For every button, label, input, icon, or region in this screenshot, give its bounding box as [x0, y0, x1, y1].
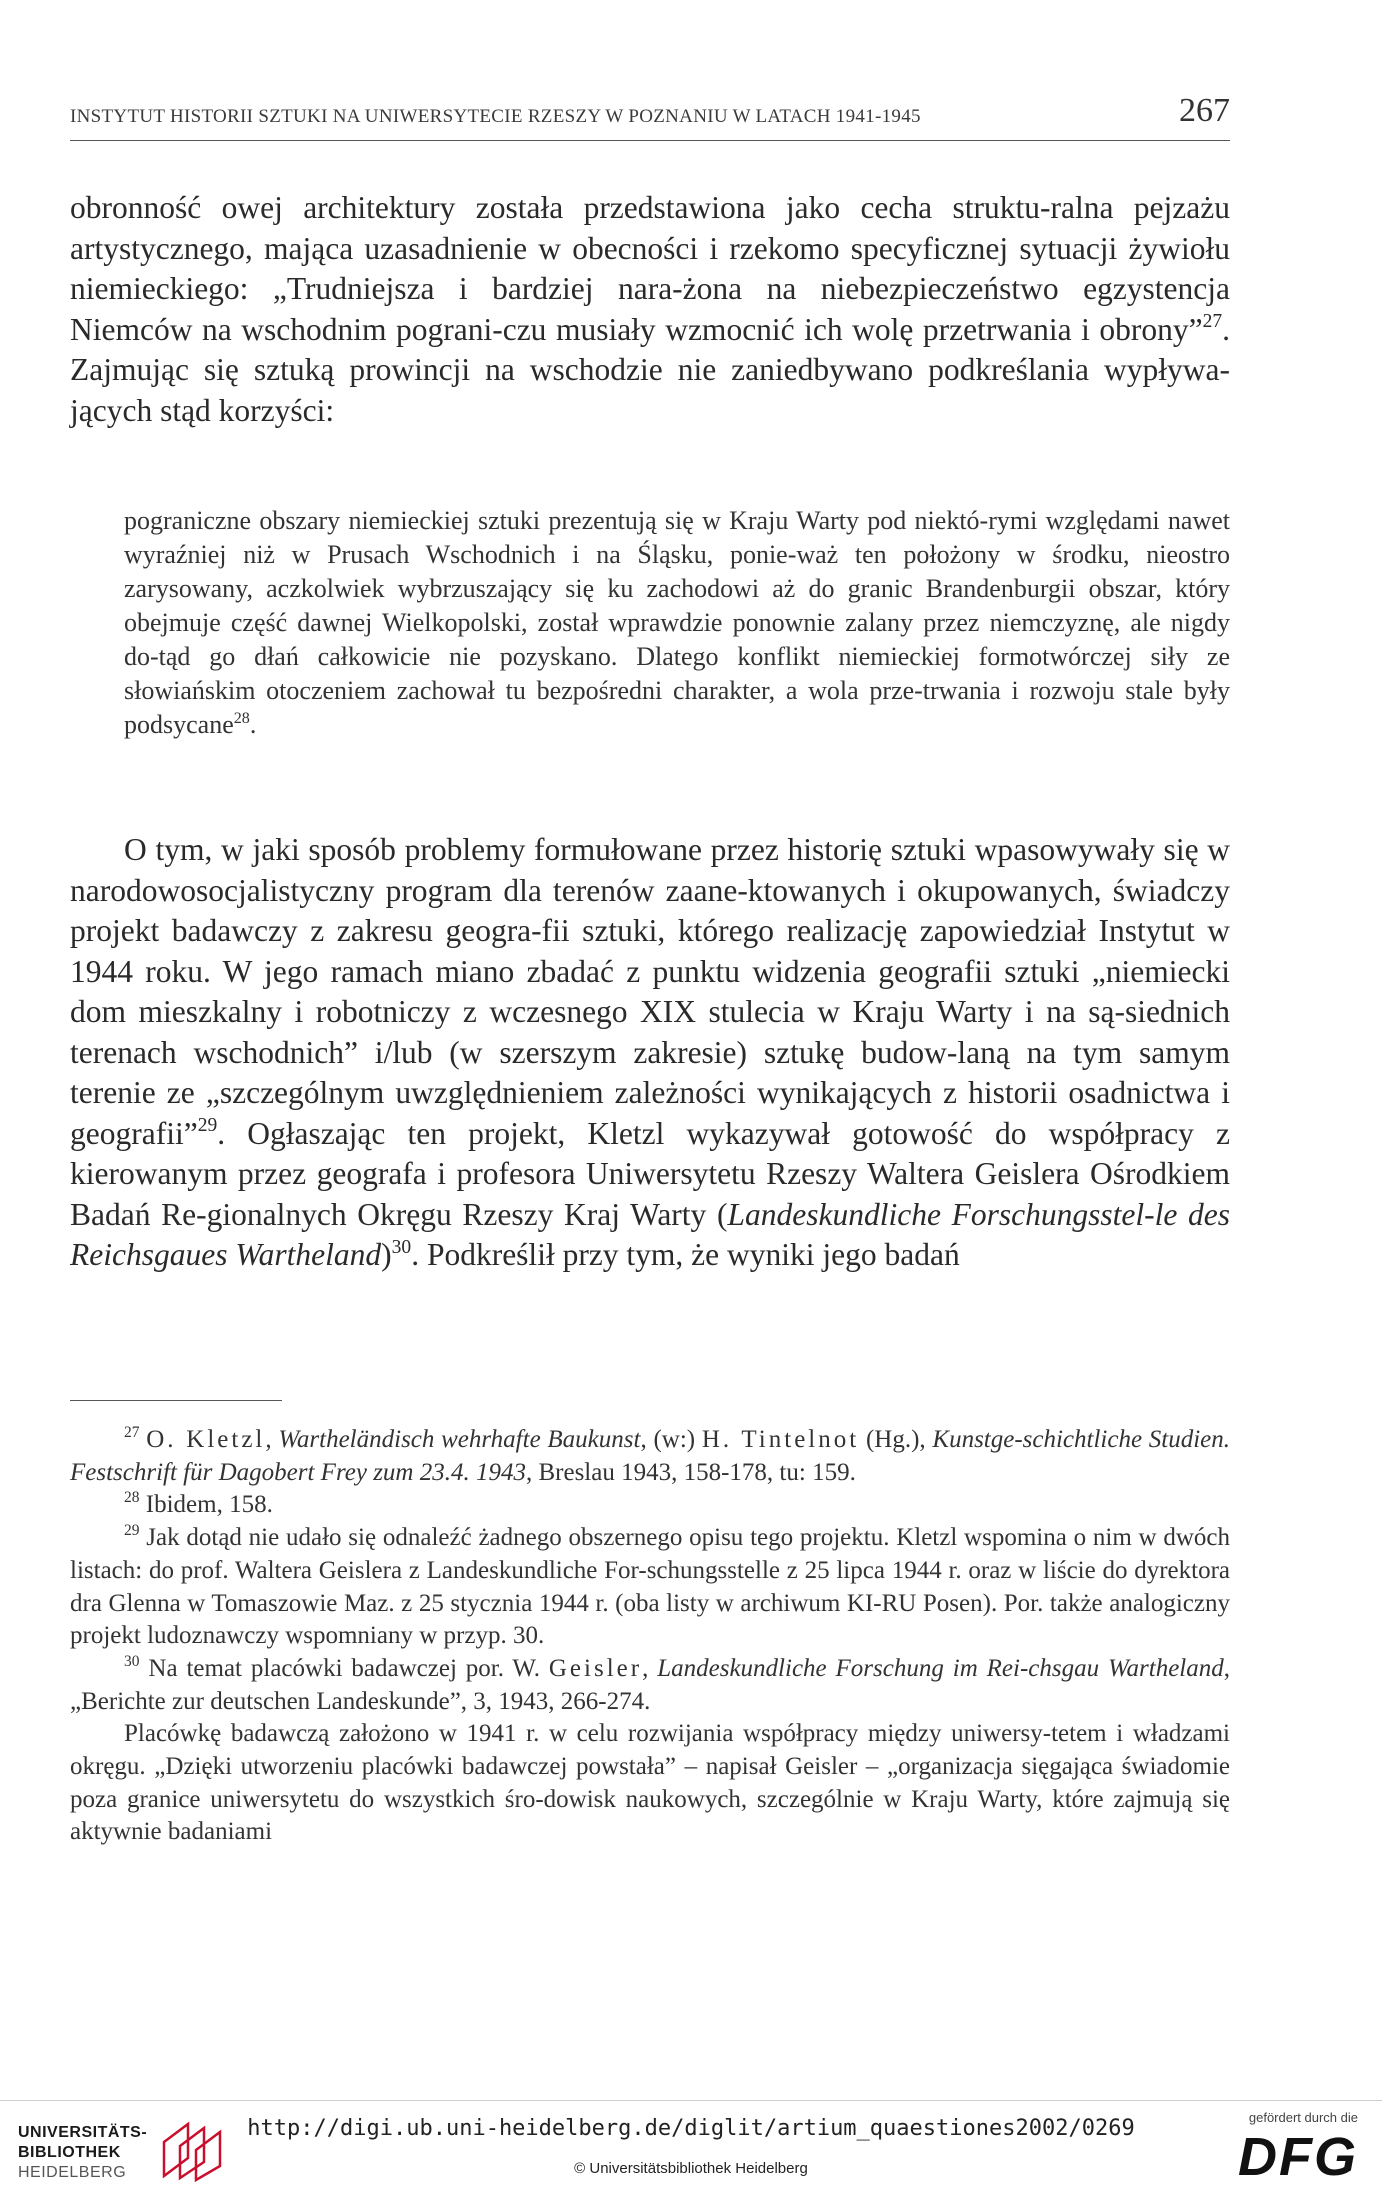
- footnote-text: , (w:): [640, 1426, 702, 1453]
- copyright-notice: © Universitätsbibliothek Heidelberg: [574, 2160, 808, 2177]
- footnote-number: 28: [124, 1489, 140, 1507]
- footnote-editor: H. Tintelnot: [701, 1426, 860, 1453]
- footnote-number: 30: [124, 1652, 140, 1670]
- footnote-text: ,: [642, 1654, 658, 1682]
- institution-name-german: Landeskundliche Forschungsstel-le des Reichsgaues Wartheland: [70, 1196, 1230, 1272]
- footnote-ref-27[interactable]: 27: [1202, 311, 1223, 333]
- paragraph-2-paren: ): [381, 1237, 392, 1272]
- footnote-title: Landeskundliche Forschung im Rei-chsgau Wartheland: [657, 1654, 1224, 1682]
- footnote-27: [70, 1424, 1230, 1489]
- footnote-30-continuation: Placówkę badawczą założono w 1941 r. w celu rozwijania współpracy między uniwersy-tetem i władzami okręgu. „Dzięki utworzeniu placówki badawczej powstała” – napisał Geisler – „organizacja sięgająca świadomie poza granice uniwersytetu do wszystkich śro-dowisk naukowych, szczególnie w Kraju Warty, które zajmują się aktywnie badaniami: [70, 1720, 1230, 1846]
- block-quote-text: pograniczne obszary niemieckiej sztuki prezentują się w Kraju Warty pod niektó-rymi względami nawet wyraźniej niż w Prusach Wschodnich i na Śląsku, ponie-waż ten położony w środku, nieostro zarysowany, aczkolwiek wybrzuszający się ku zachodowi aż do granic Brandenburgii obszar, który obejmuje część dawnej Wielkopolski, został wprawdzie ponownie zalany przez niemczyznę, ale nigdy do-tąd go dłań całkowicie nie pozyskano. Dlatego konflikt niemieckiej formotwórczej siły ze słowiańskim otoczeniem zachował tu bezpośredni charakter, a wola prze-trwania i rozwoju stale były podsycane: [124, 506, 1230, 739]
- footnote-text: , „Berichte zur deutschen Landeskunde”, 3, 1943, 266-274.: [70, 1654, 1231, 1715]
- page-number: 267: [1179, 92, 1230, 129]
- footnote-ref-29[interactable]: 29: [197, 1115, 218, 1137]
- running-title: INSTYTUT HISTORII SZTUKI NA UNIWERSYTECIE RZESZY W POZNANIU W LATACH 1941-1945: [70, 106, 921, 127]
- footer-separator: [0, 2100, 1382, 2101]
- block-quote: [124, 504, 1230, 742]
- footnotes: [70, 1424, 1230, 1849]
- footnote-author: O. Kletzl: [146, 1426, 266, 1453]
- footnote-29: [70, 1522, 1230, 1653]
- library-name-line-3: HEIDELBERG: [18, 2164, 127, 2181]
- footnote-text: (Hg.),: [859, 1426, 933, 1453]
- footnote-ref-28[interactable]: 28: [233, 709, 250, 727]
- footnote-number: 29: [124, 1522, 140, 1540]
- footnote-ref-30[interactable]: 30: [391, 1236, 412, 1258]
- footnote-book-title: Kunstge-schichtliche Studien. Festschrift für Dagobert Frey zum 23.4. 1943: [70, 1426, 1231, 1486]
- running-header: [70, 92, 1230, 141]
- paragraph-2-text-end: . Podkreślił przy tym, że wyniki jego badań: [411, 1237, 960, 1272]
- dfg-logo[interactable]: [1208, 2108, 1358, 2188]
- footnote-text: Na temat placówki badawczej por. W.: [148, 1654, 549, 1682]
- footnote-title: Wartheländisch wehrhafte Baukunst: [278, 1426, 641, 1453]
- paragraph-2-text: O tym, w jaki sposób problemy formułowane przez historię sztuki wpasowywały się w narodowosocjalistyczny program dla terenów zaane-ktowanych i okupowanych, świadczy projekt badawczy z zakresu geogra-fii sztuki, którego realizację zapowiedział Instytut w 1944 roku. W jego ramach miano zbadać z punktu widzenia geografii sztuki „niemiecki dom mieszkalny i robotniczy z wczesnego XIX stulecia w Kraju Warty i na są-siednich terenach wschodnich” i/lub (w szerszym zakresie) sztukę budow-laną na tym samym terenie ze „szczególnym uwzględnieniem zależności wynikających z historii osadnictwa i geografii”: [70, 832, 1230, 1151]
- footnote-number: 27: [124, 1423, 140, 1441]
- footnote-30: [70, 1653, 1230, 1718]
- library-name-line-1: UNIVERSITÄTS-: [18, 2124, 148, 2141]
- paragraph-1: [70, 188, 1230, 431]
- permalink-url[interactable]: http://digi.ub.uni-heidelberg.de/diglit/artium_quaestiones2002/0269: [247, 2116, 1135, 2141]
- paragraph-1-text-cont: . Zajmując się sztuką prowincji na wschodzie nie zaniedbywano podkreślania wypływa-jących stąd korzyści:: [70, 311, 1230, 428]
- dfg-wordmark: DFG: [1238, 2127, 1358, 2187]
- paragraph-2: [70, 830, 1230, 1276]
- footnote-28: [70, 1489, 1230, 1522]
- funding-note: gefördert durch die: [1248, 2110, 1358, 2125]
- footnote-text: Jak dotąd nie udało się odnaleźć żadnego obszernego opisu tego projektu. Kletzl wspomina o nim w dwóch listach: do prof. Waltera Geislera z Landeskundliche For-schungsstelle z 25 lipca 1944 r. oraz w liście do dyrektora dra Glenna w Tomaszowie Maz. z 25 stycznia 1944 r. (oba listy w archiwum KI-RU Posen). Por. także analogiczny projekt ludoznawczy wspomniany w przyp. 30.: [70, 1524, 1231, 1650]
- block-quote-end: .: [249, 710, 257, 739]
- paragraph-2-text-cont: . Ogłaszając ten projekt, Kletzl wykazywał gotowość do współpracy z kierowanym przez geografa i profesora Uniwersytetu Rzeszy Waltera Geislera Ośrodkiem Badań Re-gionalnych Okręgu Rzeszy Kraj Warty (: [70, 1115, 1230, 1232]
- footnote-text: , Breslau 1943, 158-178, tu: 159.: [525, 1458, 856, 1486]
- footnote-separator: [70, 1400, 282, 1401]
- footnote-author: Geisler: [548, 1654, 643, 1682]
- library-name-line-2: BIBLIOTHEK: [18, 2144, 121, 2161]
- footnote-text: Ibidem, 158.: [145, 1491, 273, 1519]
- footnote-text: ,: [265, 1426, 279, 1453]
- paragraph-1-text: obronność owej architektury została przedstawiona jako cecha struktu-ralna pejzażu artystycznego, mająca uzasadnienie w obecności i rzekomo specyficznej sytuacji żywiołu niemieckiego: „Trudniejsza i bardziej nara-żona na niebezpieczeństwo egzystencja Niemców na wschodnim pograni-czu musiały wzmocnić ich wolę przetrwania i obrony”: [70, 190, 1230, 347]
